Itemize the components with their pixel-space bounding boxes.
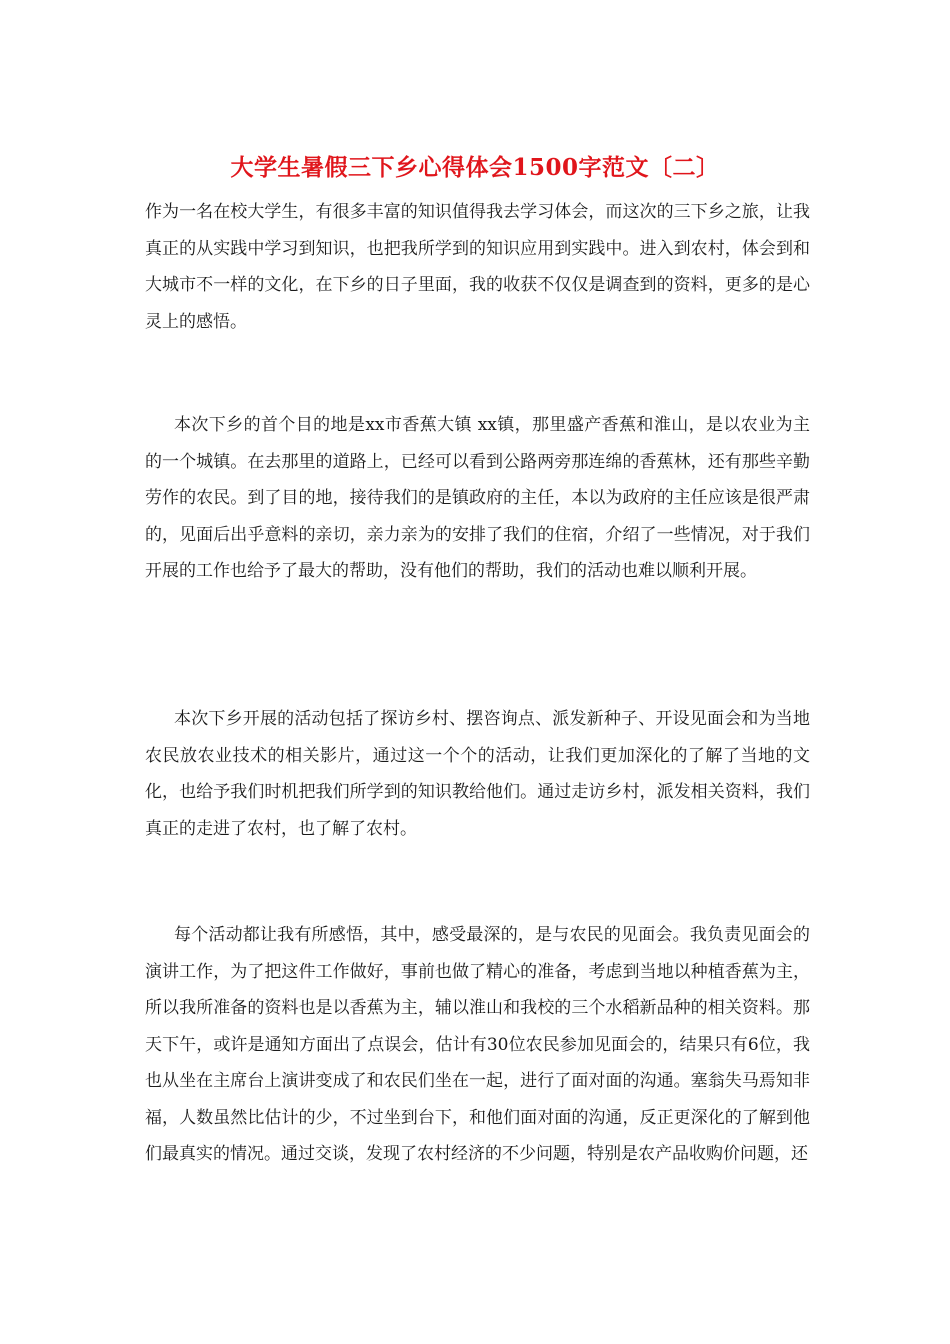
document-title: 大学生暑假三下乡心得体会1500字范文〔二〕: [230, 154, 720, 181]
paragraph-3: 本次下乡开展的活动包括了探访乡村、摆咨询点、派发新种子、开设见面会和为当地农民放农业技术的相关影片，通过这一个个的活动，让我们更加深化的了解了当地的文化，也给予我们时机把我们所学到的知识教给他们。通过走访乡村，派发相关资料，我们真正的走进了农村，也了解了农村。: [145, 709, 810, 839]
paragraph-1: 作为一名在校大学生，有很多丰富的知识值得我去学习体会，而这次的三下乡之旅，让我真正的从实践中学习到知识，也把我所学到的知识应用到实践中。进入到农村，体会到和大城市不一样的文化，在下乡的日子里面，我的收获不仅仅是调查到的资料，更多的是心灵上的感悟。: [145, 202, 810, 332]
paragraph-4: 每个活动都让我有所感悟，其中，感受最深的，是与农民的见面会。我负责见面会的演讲工作，为了把这件工作做好，事前也做了精心的准备，考虑到当地以种植香蕉为主，所以我所准备的资料也是以香蕉为主，辅以淮山和我校的三个水稻新品种的相关资料。那天下午，或许是通知方面出了点误会，估计有30位农民参加见面会的，结果只有6位，我也从坐在主席台上演讲变成了和农民们坐在一起，进行了面对面的沟通。塞翁失马焉知非福，人数虽然比估计的少，不过坐到台下，和他们面对面的沟通，反正更深化的了解到他们最真实的情况。通过交谈，发现了农村经济的不少问题，特别是农产品收购价问题，还: [145, 925, 810, 1164]
paragraph-2: 本次下乡的首个目的地是xx市香蕉大镇 xx镇，那里盛产香蕉和淮山，是以农业为主的一个城镇。在去那里的道路上，已经可以看到公路两旁那连绵的香蕉林，还有那些辛勤劳作的农民。到了目的地，接待我们的是镇政府的主任，本以为政府的主任应该是很严肃的，见面后出乎意料的亲切，亲力亲为的安排了我们的住宿，介绍了一些情况，对于我们开展的工作也给予了最大的帮助，没有他们的帮助，我们的活动也难以顺利开展。: [145, 415, 810, 581]
